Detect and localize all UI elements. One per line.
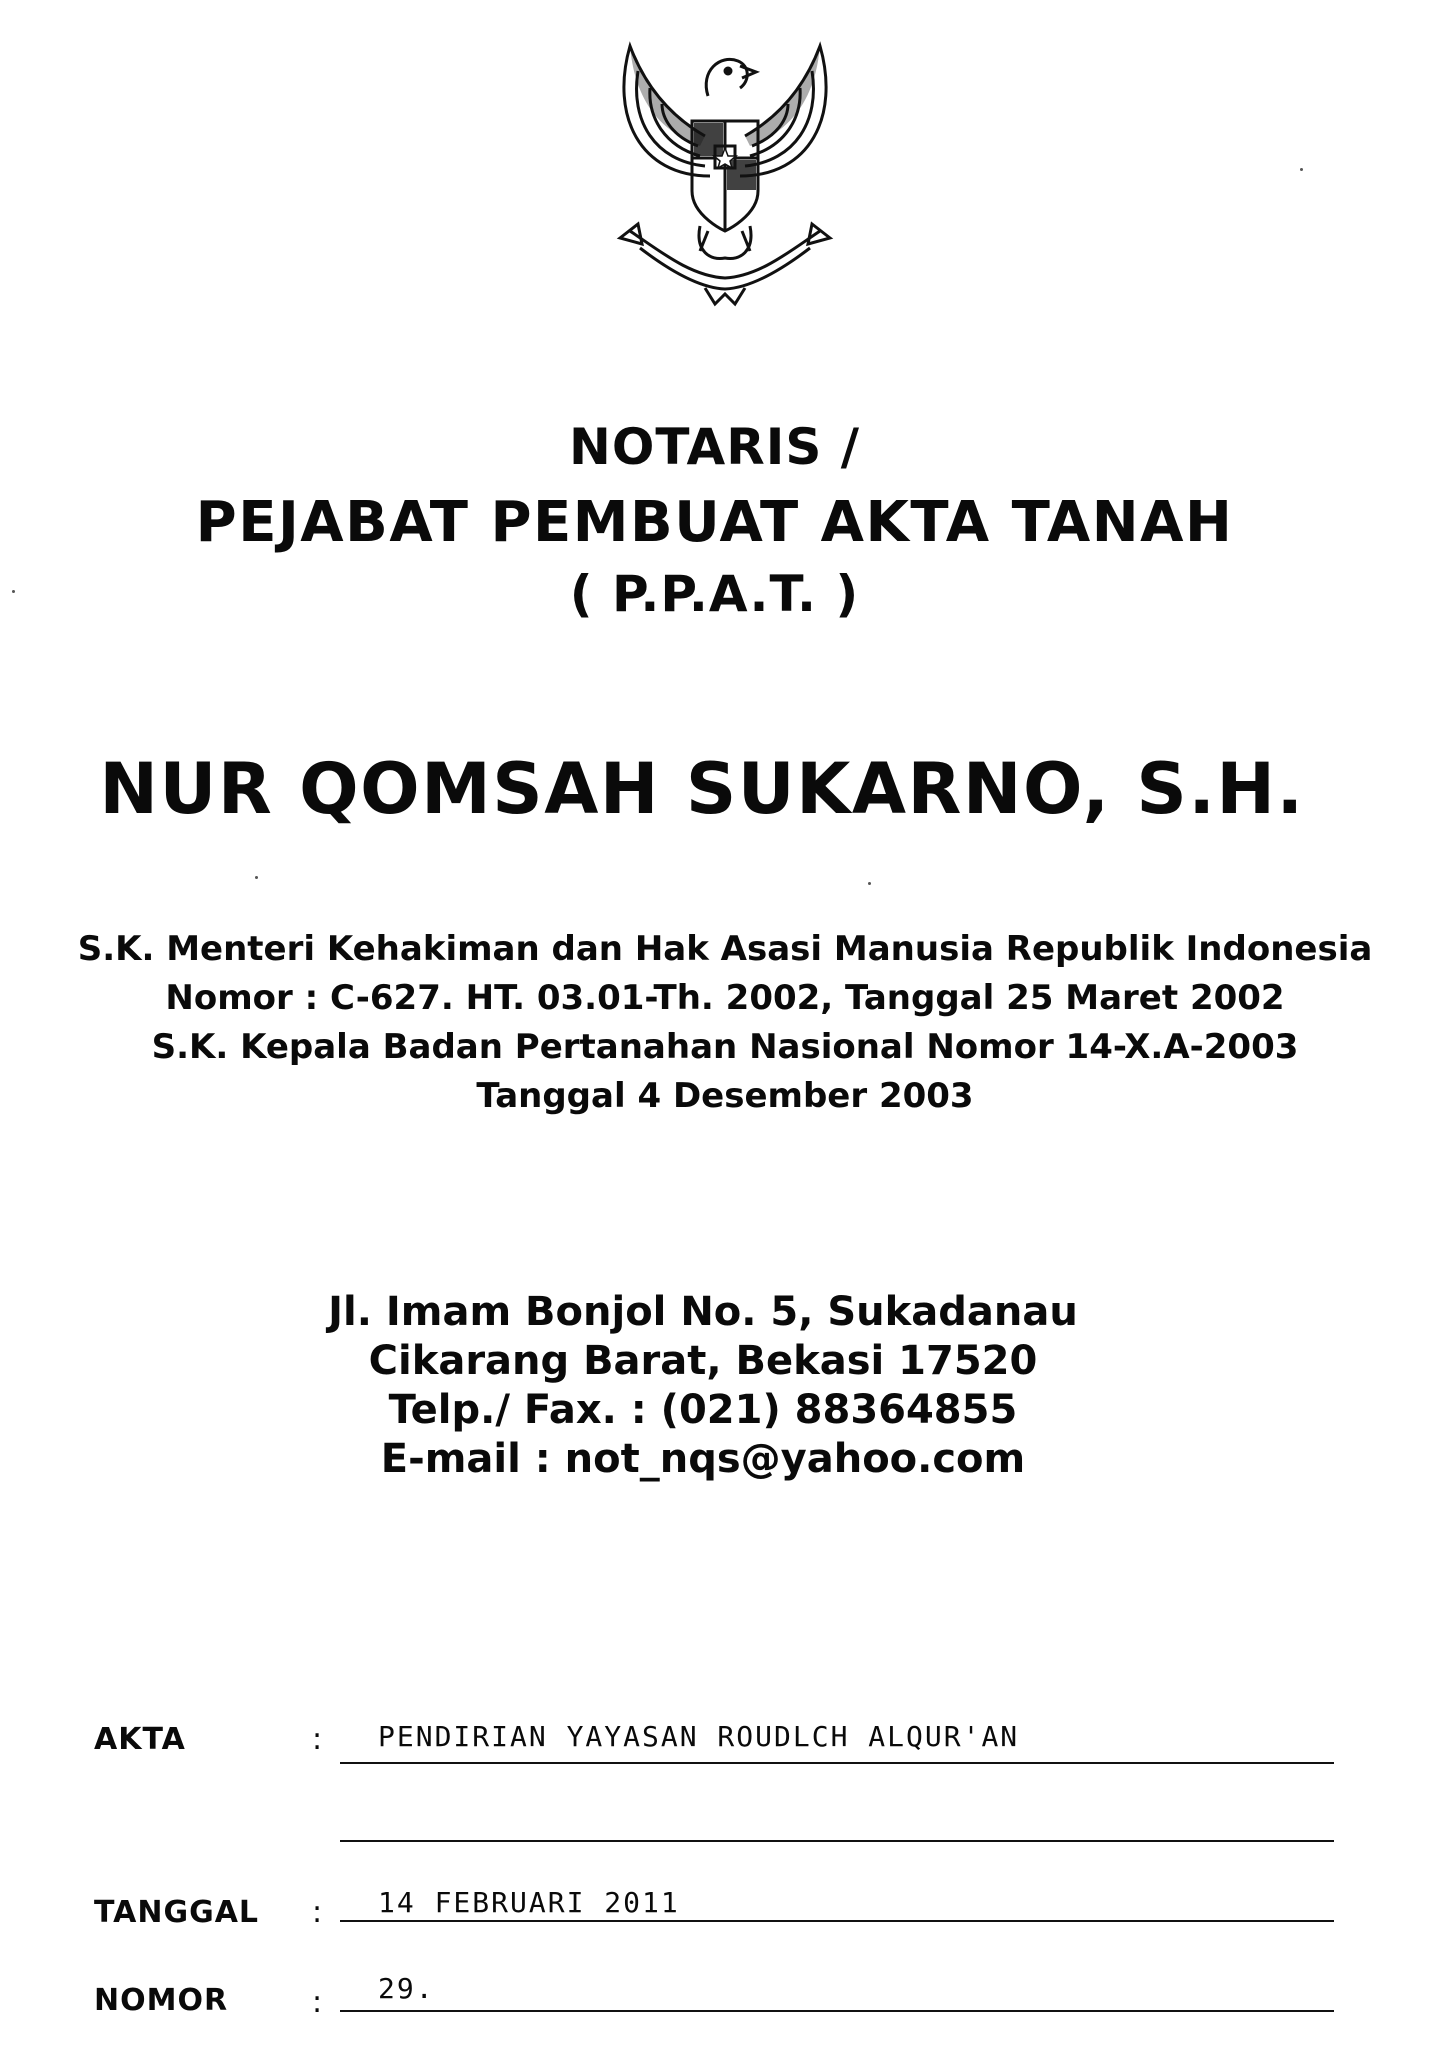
nomor-colon: : [312,1985,323,2020]
tanggal-underline [340,1920,1334,1922]
address-block [0,1288,1406,1484]
address-street: Jl. Imam Bonjol No. 5, Sukadanau [328,1289,1078,1335]
header-ppat-title: PEJABAT PEMBUAT AKTA TANAH [195,490,1234,555]
scan-speck [12,590,15,593]
header-notaris: NOTARIS / [568,418,861,476]
scan-speck [868,882,871,885]
akta-label: AKTA [94,1722,186,1757]
nomor-label: NOMOR [94,1983,229,2018]
decree-line: Nomor : C-627. HT. 03.01-Th. 2002, Tanggal 25 Maret 2002 [165,978,1285,1018]
akta-underline [340,1762,1334,1764]
address-city: Cikarang Barat, Bekasi 17520 [368,1338,1038,1384]
decree-block [0,925,1429,1121]
decree-line: Tanggal 4 Desember 2003 [476,1076,974,1116]
scan-speck [255,876,258,879]
header-ppat-abbrev: ( P.P.A.T. ) [569,565,860,623]
tanggal-value: 14 FEBRUARI 2011 [378,1886,680,1919]
akta-underline-second [340,1840,1334,1842]
nomor-underline [340,2010,1334,2012]
garuda-pancasila-emblem-icon [600,26,850,311]
decree-line: S.K. Menteri Kehakiman dan Hak Asasi Manusia Republik Indonesia [77,929,1373,969]
notary-name: NUR QOMSAH SUKARNO, S.H. [99,748,1305,830]
decree-line: S.K. Kepala Badan Pertanahan Nasional Nomor 14-X.A-2003 [151,1027,1299,1067]
address-phone: Telp./ Fax. : (021) 88364855 [388,1387,1018,1433]
tanggal-label: TANGGAL [94,1895,260,1930]
akta-colon: : [312,1722,323,1757]
scan-speck [1300,168,1303,171]
nomor-value: 29. [378,1972,435,2005]
akta-value: PENDIRIAN YAYASAN ROUDLCH ALQUR'AN [378,1720,1020,1753]
tanggal-colon: : [312,1895,323,1930]
address-email: E-mail : not_nqs@yahoo.com [380,1436,1026,1482]
